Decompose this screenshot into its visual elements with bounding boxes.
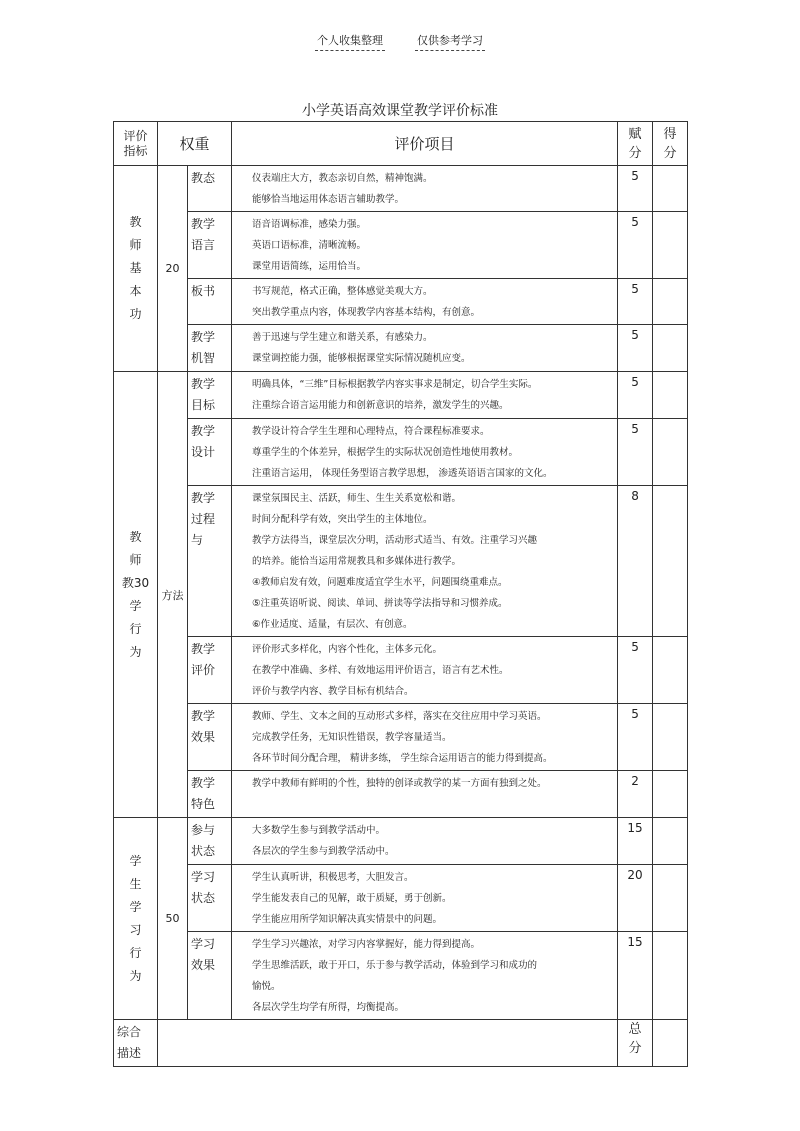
score-cell: 5 xyxy=(618,704,653,771)
evaluation-table xyxy=(113,121,688,1067)
text-line: 突出教学重点内容，体现教学内容基本结构，有创意。 xyxy=(252,307,481,318)
text-line: 课堂用语简练，运用恰当。 xyxy=(252,261,367,272)
items-cell xyxy=(232,279,618,325)
text-line: 综合 xyxy=(117,1025,142,1039)
got-score-cell xyxy=(653,279,688,325)
text-line: 过程 xyxy=(191,512,216,526)
table-row xyxy=(114,818,688,865)
header-row xyxy=(114,122,688,166)
table-row xyxy=(114,212,688,279)
text-line: 功 xyxy=(129,307,142,321)
subcategory-cell xyxy=(188,637,232,704)
text-line: 基 xyxy=(129,261,142,275)
col-indicator: 评价 指标 xyxy=(114,122,158,166)
items-cell xyxy=(232,166,618,212)
items-cell xyxy=(232,818,618,865)
text-line: 教 xyxy=(129,215,142,229)
text-line: 教学 xyxy=(191,424,216,438)
weight-cell: 20 xyxy=(158,166,188,372)
text-line: 教学中教师有鲜明的个性，独特的创译或教学的某一方面有独到之处。 xyxy=(252,778,547,789)
text-line: 教态 xyxy=(191,171,216,185)
text-line: ⑥作业适度、适量，有层次、有创意。 xyxy=(252,619,413,630)
score-cell: 5 xyxy=(618,372,653,419)
score-cell: 5 xyxy=(618,212,653,279)
subcategory-cell xyxy=(188,865,232,932)
text-line: 注重语言运用， 体现任务型语言教学思想， 渗透英语语言国家的文化。 xyxy=(252,468,553,479)
text-line: 学习 xyxy=(191,870,216,884)
text-line: 教学 xyxy=(191,217,216,231)
text-line: 学 xyxy=(129,899,142,914)
text-line: 教学方法得当，课堂层次分明，活动形式适当、有效。注重学习兴趣 xyxy=(252,535,538,546)
subcategory-cell xyxy=(188,771,232,818)
text-line: 评价形式多样化，内容个性化，主体多元化。 xyxy=(252,644,443,655)
summary-row xyxy=(114,1020,688,1067)
text-line: 教30 xyxy=(121,575,150,590)
subcategory-cell xyxy=(188,372,232,419)
text-line: 语言 xyxy=(191,238,216,252)
got-score-cell xyxy=(653,486,688,637)
items-cell xyxy=(232,865,618,932)
text-line: 教师、学生、文本之间的互动形式多样，落实在交往应用中学习英语。 xyxy=(252,711,547,722)
table-row xyxy=(114,279,688,325)
text-line: 的培养。能恰当运用常规教具和多媒体进行教学。 xyxy=(252,556,462,567)
score-cell: 5 xyxy=(618,279,653,325)
score-cell: 15 xyxy=(618,818,653,865)
text-line: 学生能发表自己的见解，敢于质疑，勇于创新。 xyxy=(252,893,452,904)
text-line: 完成教学任务，无知识性错误，教学容量适当。 xyxy=(252,732,452,743)
indicator-cell xyxy=(114,818,158,1020)
score-cell: 2 xyxy=(618,771,653,818)
table-row xyxy=(114,419,688,486)
col-score: 赋 分 xyxy=(618,122,653,166)
score-cell: 5 xyxy=(618,419,653,486)
items-cell xyxy=(232,637,618,704)
text-line: 为 xyxy=(129,644,142,659)
score-cell: 5 xyxy=(618,637,653,704)
text-line: 行 xyxy=(129,945,142,960)
indicator-cell xyxy=(114,372,158,818)
text-line: 英语口语标准，清晰流畅。 xyxy=(252,240,367,251)
text-line: 与 xyxy=(191,533,204,547)
table-row xyxy=(114,166,688,212)
text-line: 教学 xyxy=(191,491,216,505)
text-line: 教学 xyxy=(191,330,216,344)
got-score-cell xyxy=(653,166,688,212)
text-line: 时间分配科学有效，突出学生的主体地位。 xyxy=(252,514,433,525)
got-score-cell xyxy=(653,865,688,932)
text-line: 状态 xyxy=(191,891,216,905)
text-line: 学生思维活跃，敢于开口，乐于参与教学活动，体验到学习和成功的 xyxy=(252,960,538,971)
got-score-cell xyxy=(653,818,688,865)
text-line: 仪表端庄大方，教态亲切自然，精神饱满。 xyxy=(252,173,433,184)
table-row xyxy=(114,865,688,932)
items-cell xyxy=(232,771,618,818)
table-row xyxy=(114,771,688,818)
score-cell: 5 xyxy=(618,166,653,212)
indicator-cell xyxy=(114,166,158,372)
text-line: 各层次的学生参与到教学活动中。 xyxy=(252,846,395,857)
text-line: 参与 xyxy=(191,823,216,837)
text-line: 机智 xyxy=(191,351,216,365)
got-score-cell xyxy=(653,372,688,419)
items-cell xyxy=(232,372,618,419)
text-line: 书写规范，格式正确，整体感觉美观大方。 xyxy=(252,286,433,297)
header-left: 个人收集整理 xyxy=(315,32,385,51)
text-line: 教学 xyxy=(191,377,216,391)
items-cell xyxy=(232,932,618,1020)
col-items: 评价项目 xyxy=(232,122,618,166)
text-line: 效果 xyxy=(191,958,216,972)
text-line: 注重综合语言运用能力和创新意识的培养，激发学生的兴趣。 xyxy=(252,400,509,411)
subcategory-cell xyxy=(188,166,232,212)
summary-content-cell xyxy=(158,1020,618,1067)
text-line: 教学设计符合学生生理和心理特点，符合课程标准要求。 xyxy=(252,426,490,437)
got-score-cell xyxy=(653,637,688,704)
items-cell xyxy=(232,325,618,372)
text-line: 行 xyxy=(129,621,142,636)
header-right: 仅供参考学习 xyxy=(415,32,485,51)
score-cell: 5 xyxy=(618,325,653,372)
text-line: 善于迅速与学生建立和谐关系，有感染力。 xyxy=(252,332,433,343)
text-line: 学生能应用所学知识解决真实情景中的问题。 xyxy=(252,914,443,925)
subcategory-cell xyxy=(188,818,232,865)
got-score-cell xyxy=(653,771,688,818)
text-line: 学 xyxy=(129,598,142,613)
col-got: 得 分 xyxy=(653,122,688,166)
items-cell xyxy=(232,486,618,637)
text-line: 课堂调控能力强，能够根据课堂实际情况随机应变。 xyxy=(252,353,471,364)
items-cell xyxy=(232,704,618,771)
table-row xyxy=(114,325,688,372)
text-line: 描述 xyxy=(117,1046,142,1060)
subcategory-cell xyxy=(188,486,232,637)
text-line: 明确具体，“三维”目标根据教学内容实事求是制定，切合学生实际。 xyxy=(252,379,538,390)
text-line: 学生学习兴趣浓，对学习内容掌握好，能力得到提高。 xyxy=(252,939,481,950)
text-line: 愉悦。 xyxy=(252,981,281,992)
text-line: 设计 xyxy=(191,445,216,459)
text-line: 特色 xyxy=(191,797,216,811)
score-cell: 15 xyxy=(618,932,653,1020)
subcategory-cell xyxy=(188,704,232,771)
got-score-cell xyxy=(653,704,688,771)
text-line: 在教学中准确、多样、有效地运用评价语言，语言有艺术性。 xyxy=(252,665,509,676)
subcategory-cell xyxy=(188,419,232,486)
weight-cell: 方法 xyxy=(158,372,188,818)
table-row xyxy=(114,372,688,419)
text-line: 效果 xyxy=(191,730,216,744)
page-header xyxy=(0,32,800,51)
text-line: 语音语调标准，感染力强。 xyxy=(252,219,367,230)
text-line: 目标 xyxy=(191,398,216,412)
text-line: 教学 xyxy=(191,642,216,656)
items-cell xyxy=(232,419,618,486)
col-weight: 权重 xyxy=(158,122,232,166)
text-line: 为 xyxy=(129,968,142,983)
got-score-cell xyxy=(653,932,688,1020)
text-line: 本 xyxy=(129,284,142,298)
score-cell: 8 xyxy=(618,486,653,637)
table-row xyxy=(114,486,688,637)
text-line: 总 xyxy=(628,1022,642,1037)
text-line: 习 xyxy=(129,922,142,937)
text-line: 大多数学生参与到教学活动中。 xyxy=(252,825,386,836)
table-row xyxy=(114,704,688,771)
got-score-cell xyxy=(653,419,688,486)
text-line: 学习 xyxy=(191,937,216,951)
text-line: ④教师启发有效，问题难度适宜学生水平，问题围绕重难点。 xyxy=(252,577,508,588)
text-line: 评价 xyxy=(191,663,216,677)
table-row xyxy=(114,637,688,704)
text-line: 能够恰当地运用体态语言辅助教学。 xyxy=(252,194,405,205)
text-line: ⑤注重英语听说、阅读、单词、拼读等学法指导和习惯养成。 xyxy=(252,598,508,609)
weight-cell: 50 xyxy=(158,818,188,1020)
text-line: 教 xyxy=(129,529,142,544)
text-line: 教学 xyxy=(191,776,216,790)
subcategory-cell xyxy=(188,932,232,1020)
subcategory-cell xyxy=(188,325,232,372)
got-score-cell xyxy=(653,212,688,279)
text-line: 各层次学生均学有所得，均衡提高。 xyxy=(252,1002,405,1013)
subcategory-cell xyxy=(188,212,232,279)
total-label-cell xyxy=(618,1020,653,1067)
subcategory-cell xyxy=(188,279,232,325)
text-line: 评价与教学内容、教学目标有机结合。 xyxy=(252,686,414,697)
text-line: 课堂氛围民主、活跃，师生、生生关系宽松和谐。 xyxy=(252,493,462,504)
text-line: 师 xyxy=(129,552,142,567)
text-line: 板书 xyxy=(191,284,216,298)
text-line: 教学 xyxy=(191,709,216,723)
got-score-cell xyxy=(653,325,688,372)
text-line: 学 xyxy=(129,853,142,868)
text-line: 学生认真听讲，积极思考，大胆发言。 xyxy=(252,872,414,883)
summary-label-cell xyxy=(114,1020,158,1067)
document-title: 小学英语高效课堂教学评价标准 xyxy=(302,103,498,119)
table-row xyxy=(114,932,688,1020)
total-score-cell xyxy=(653,1020,688,1067)
score-cell: 20 xyxy=(618,865,653,932)
text-line: 分 xyxy=(628,1041,642,1056)
items-cell xyxy=(232,212,618,279)
text-line: 尊重学生的个体差异，根据学生的实际状况创造性地使用教材。 xyxy=(252,447,519,458)
text-line: 师 xyxy=(129,238,142,252)
text-line: 各环节时间分配合理， 精讲多练， 学生综合运用语言的能力得到提高。 xyxy=(252,753,553,764)
text-line: 生 xyxy=(129,876,142,891)
text-line: 状态 xyxy=(191,844,216,858)
